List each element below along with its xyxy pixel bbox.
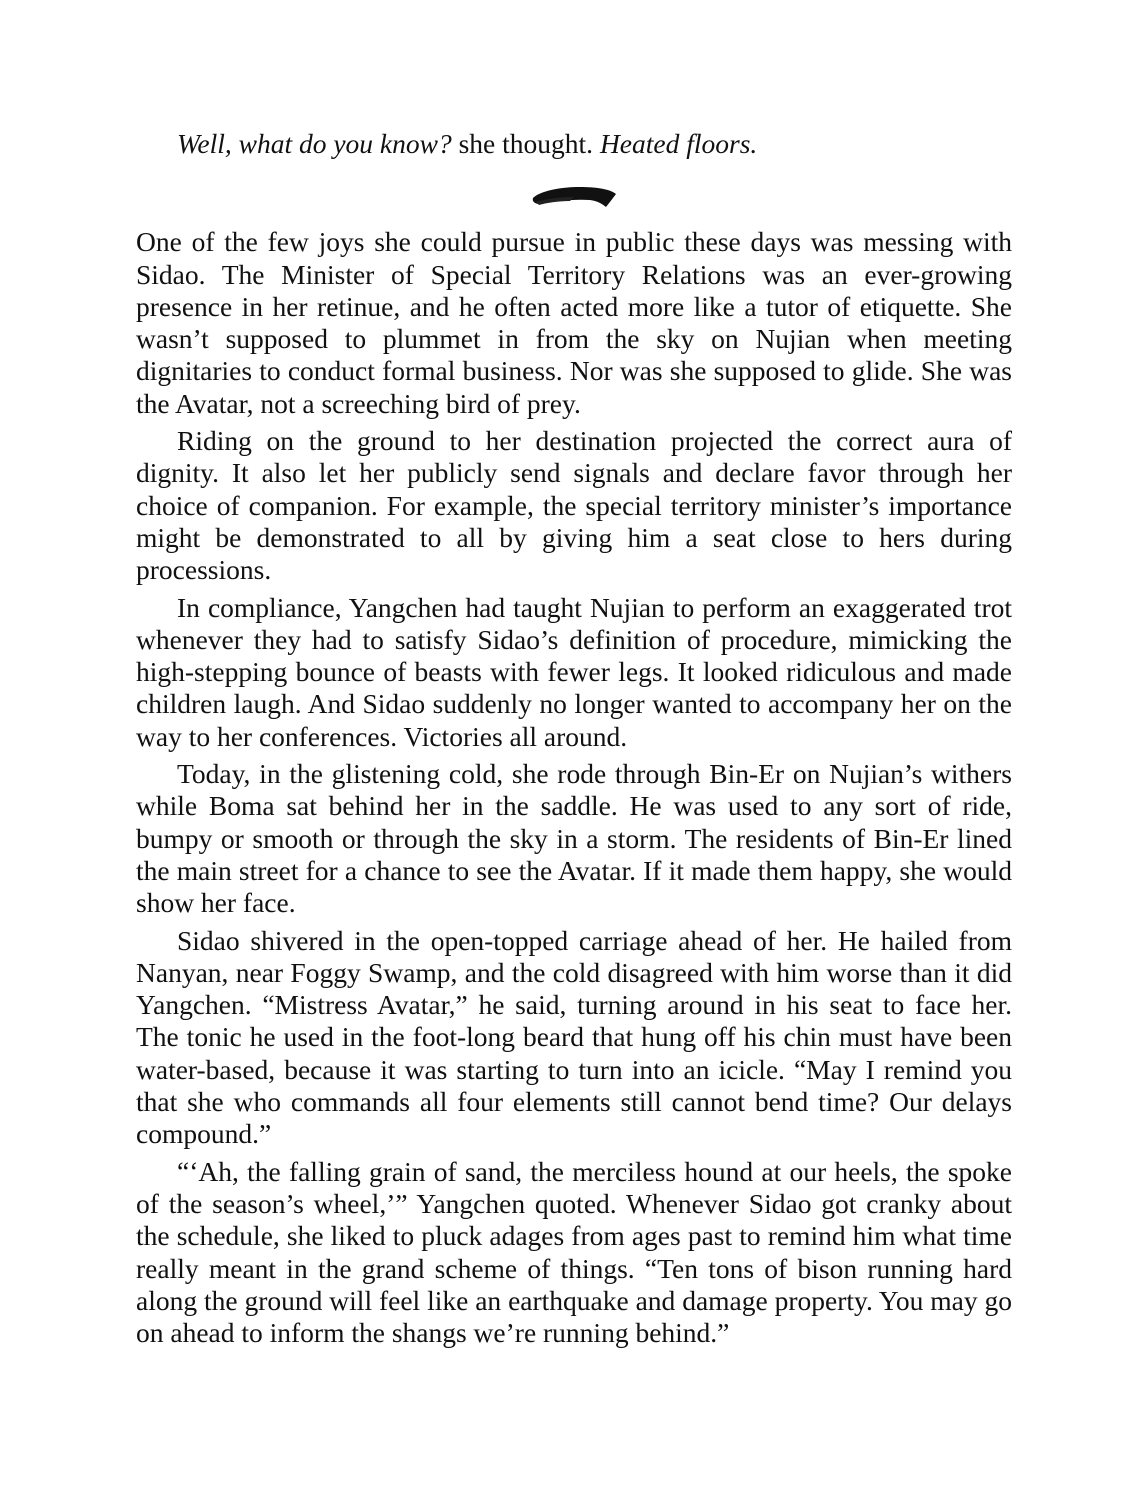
paragraph-5: Sidao shivered in the open-topped carriage ahead of her. He hailed from Nanyan, near Foggy Swamp, and the cold disagreed with him worse than it did Yangchen. “Mistress Avatar,” he said, turning around in his seat to face her. The tonic he used in the foot-long beard that hung off his chin must have been water-based, because it was starting to turn into an icicle. “May I remind you that she who commands all four elements still cannot bend time? Our delays compound.” <box>136 924 1012 1150</box>
paragraph-3: In compliance, Yangchen had taught Nujian to perform an exaggerated trot whenever they had to satisfy Sidao’s definition of procedure, mimicking the high-stepping bounce of beasts with fewer legs. It looked ridiculous and made children laugh. And Sidao suddenly no longer wanted to accompany her on the way to her conferences. Victories all around. <box>136 591 1012 752</box>
paragraph-4: Today, in the glistening cold, she rode through Bin-Er on Nujian’s withers while Boma sat behind her in the saddle. He was used to any sort of ride, bumpy or smooth or through the sky in a storm. The residents of Bin-Er lined the main street for a chance to see the Avatar. If it made them happy, she would show her face. <box>136 758 1012 919</box>
paragraph-6: “‘Ah, the falling grain of sand, the merciless hound at our heels, the spoke of the season’s wheel,’” Yangchen quoted. Whenever Sidao got cranky about the schedule, she liked to pluck adages from ages past to remind him what time really meant in the grand scheme of things. “Ten tons of bison running hard along the ground will feel like an earthquake and damage property. You may go on ahead to inform the shangs we’re running behind.” <box>136 1155 1012 1349</box>
opening-italic-2: Heated floors. <box>599 128 758 159</box>
paragraph-1: One of the few joys she could pursue in public these days was messing with Sidao. The Minister of Special Territory Relations was an ever-growing presence in her retinue, and he often acted more like a tutor of etiquette. She wasn’t supposed to plummet in from the sky on Nujian when meeting dignitaries to conduct formal business. Nor was she supposed to glide. She was the Avatar, not a screeching bird of prey. <box>136 226 1012 419</box>
brush-stroke-icon <box>530 182 618 210</box>
paragraph-2: Riding on the ground to her destination projected the correct aura of dignity. It also let her publicly send signals and declare favor through her choice of companion. For example, the special territory minister’s importance might be demonstrated to all by giving him a seat close to hers during processions. <box>136 425 1012 586</box>
opening-line <box>136 128 1012 160</box>
opening-italic-1: Well, what do you know? <box>177 128 452 159</box>
book-page <box>136 128 1012 1354</box>
opening-plain: she thought. <box>451 128 600 159</box>
